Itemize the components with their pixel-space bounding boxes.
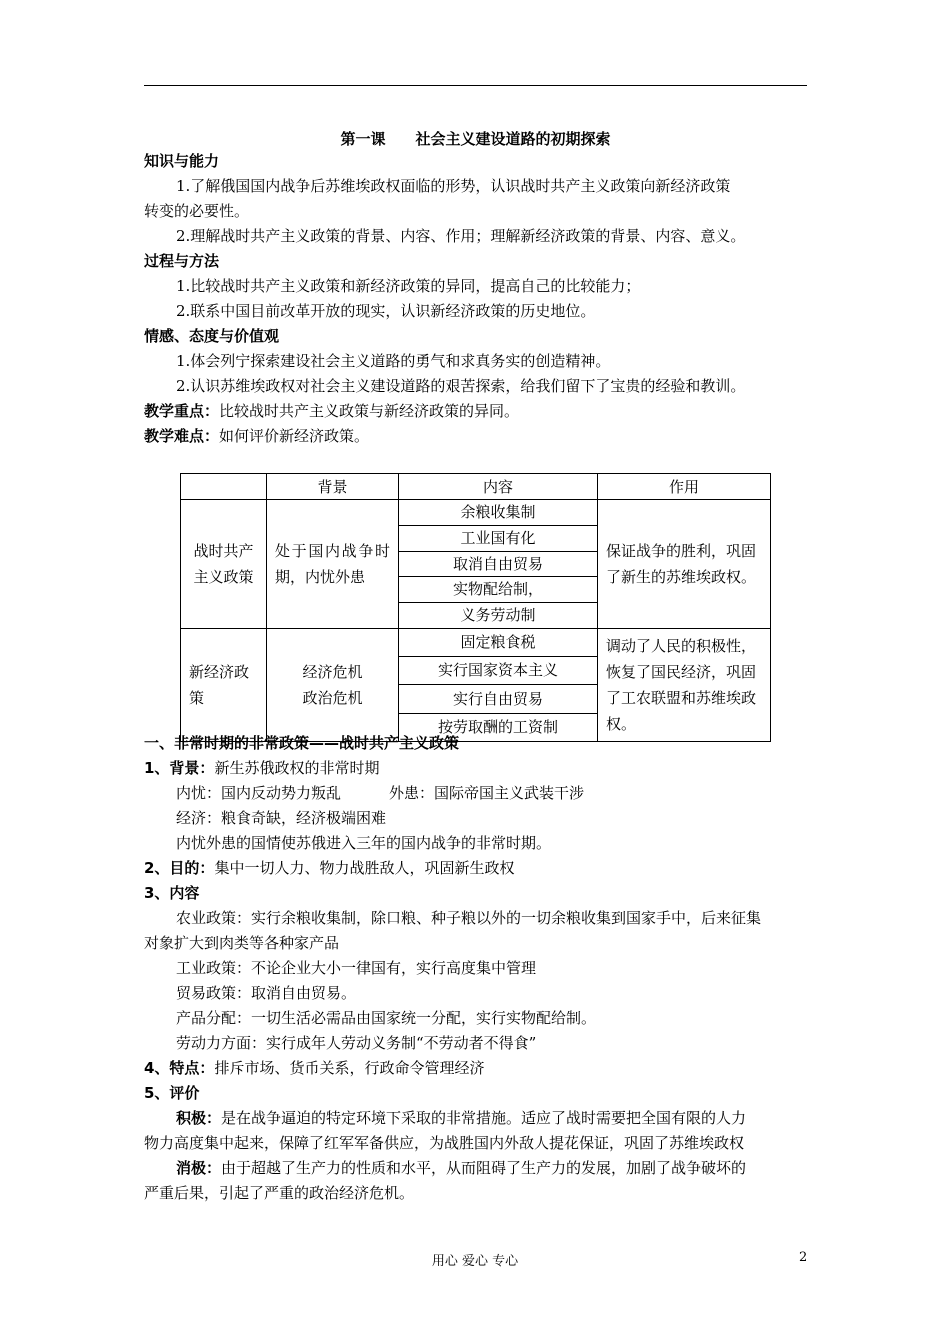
policy-name: 战时共产主义政策 <box>181 500 267 629</box>
feature-row <box>144 1056 807 1081</box>
paragraph: 1.了解俄国国内战争后苏维埃政权面临的形势，认识战时共产主义政策向新经济政策 <box>176 177 731 195</box>
background-row <box>144 756 807 781</box>
paragraph: 1.体会列宁探索建设社会主义道路的勇气和求真务实的创造精神。 <box>176 352 611 370</box>
value: 由于超越了生产力的性质和水平，从而阻碍了生产力的发展，加剧了战争破坏的 <box>221 1159 747 1177</box>
lesson-title: 第一课 社会主义建设道路的初期探索 <box>340 130 611 148</box>
policy-background <box>267 628 399 741</box>
teaching-key-point <box>144 399 807 424</box>
content-item: 取消自由贸易 <box>399 551 598 577</box>
background-line: 政治危机 <box>302 688 363 707</box>
teaching-difficulty <box>144 424 807 449</box>
paragraph: 1.比较战时共产主义政策和新经济政策的异同，提高自己的比较能力； <box>176 277 641 295</box>
policy-effect: 调动了人民的积极性，恢复了国民经济，巩固了工农联盟和苏维埃政权。 <box>598 628 771 741</box>
evaluation-heading: 5、评价 <box>144 1084 200 1102</box>
goal-row <box>144 856 807 881</box>
paragraph: 对象扩大到肉类等各种家产品 <box>144 934 340 952</box>
section-heading-process: 过程与方法 <box>144 252 220 270</box>
paragraph: 转变的必要性。 <box>144 202 250 220</box>
header-cell <box>181 474 267 500</box>
label: 1、背景： <box>144 759 215 777</box>
page-number: 2 <box>799 1250 808 1265</box>
negative-row <box>176 1156 839 1181</box>
label: 教学难点： <box>144 427 220 445</box>
footer-text: 用心 爱心 专心 <box>431 1254 519 1269</box>
policy-name: 新经济政策 <box>181 628 267 741</box>
paragraph: 严重后果，引起了严重的政治经济危机。 <box>144 1184 415 1202</box>
paragraph: 劳动力方面：实行成年人劳动义务制“不劳动者不得食” <box>176 1034 537 1052</box>
content-item: 实物配给制， <box>399 577 598 603</box>
paragraph: 2.理解战时共产主义政策的背景、内容、作用；理解新经济政策的背景、内容、意义。 <box>176 227 746 245</box>
section-heading-attitude: 情感、态度与价值观 <box>144 327 280 345</box>
comparison-table <box>180 473 771 742</box>
table-row <box>181 628 771 656</box>
content-item: 余粮收集制 <box>399 500 598 526</box>
content-item: 实行自由贸易 <box>399 685 598 713</box>
paragraph: 经济：粮食奇缺，经济极端困难 <box>176 809 387 827</box>
part-heading: 一、非常时期的非常政策——战时共产主义政策 <box>144 734 460 752</box>
header-cell: 作用 <box>598 474 771 500</box>
label: 积极： <box>176 1109 222 1127</box>
content-item: 工业国有化 <box>399 525 598 551</box>
value: 如何评价新经济政策。 <box>219 427 370 445</box>
paragraph: 工业政策：不论企业大小一律国有，实行高度集中管理 <box>176 959 537 977</box>
policy-background: 处于国内战争时期，内忧外患 <box>267 500 399 629</box>
value: 集中一切人力、物力战胜敌人，巩固新生政权 <box>214 859 515 877</box>
value: 比较战时共产主义政策与新经济政策的异同。 <box>219 402 520 420</box>
value: 新生苏俄政权的非常时期 <box>214 759 380 777</box>
paragraph: 产品分配：一切生活必需品由国家统一分配，实行实物配给制。 <box>176 1009 597 1027</box>
content-heading: 3、内容 <box>144 884 200 902</box>
section-heading-knowledge: 知识与能力 <box>144 152 220 170</box>
paragraph: 2.认识苏维埃政权对社会主义建设道路的艰苦探索，给我们留下了宝贵的经验和教训。 <box>176 377 746 395</box>
paragraph: 农业政策：实行余粮收集制，除口粮、种子粮以外的一切余粮收集到国家手中，后来征集 <box>176 909 762 927</box>
table-row <box>181 500 771 526</box>
content-item: 实行国家资本主义 <box>399 657 598 685</box>
header-rule <box>144 85 807 86</box>
paragraph: 贸易政策：取消自由贸易。 <box>176 984 357 1002</box>
table-header-row <box>181 474 771 500</box>
content-item: 固定粮食税 <box>399 628 598 656</box>
paragraph: 2.联系中国目前改革开放的现实，认识新经济政策的历史地位。 <box>176 302 596 320</box>
label: 4、特点： <box>144 1059 215 1077</box>
label: 教学重点： <box>144 402 220 420</box>
value: 外患：国际帝国主义武装干涉 <box>389 784 585 802</box>
paragraph: 内忧外患的国情使苏俄进入三年的国内战争的非常时期。 <box>176 834 552 852</box>
background-line: 经济危机 <box>302 662 363 681</box>
label: 消极： <box>176 1159 222 1177</box>
value: 内忧：国内反动势力叛乱 <box>176 784 342 802</box>
content-item: 按劳取酬的工资制 <box>399 713 598 741</box>
value: 排斥市场、货币关系，行政命令管理经济 <box>214 1059 485 1077</box>
positive-row <box>176 1106 839 1131</box>
content-item: 义务劳动制 <box>399 603 598 629</box>
value: 是在战争逼迫的特定环境下采取的非常措施。适应了战时需要把全国有限的人力 <box>221 1109 747 1127</box>
policy-effect: 保证战争的胜利，巩固了新生的苏维埃政权。 <box>598 500 771 629</box>
paragraph: 物力高度集中起来，保障了红军军备供应，为战胜国内外敌人提花保证，巩固了苏维埃政权 <box>144 1134 745 1152</box>
header-cell: 背景 <box>267 474 399 500</box>
header-cell: 内容 <box>399 474 598 500</box>
label: 2、目的： <box>144 859 215 877</box>
inner-trouble <box>176 781 839 806</box>
